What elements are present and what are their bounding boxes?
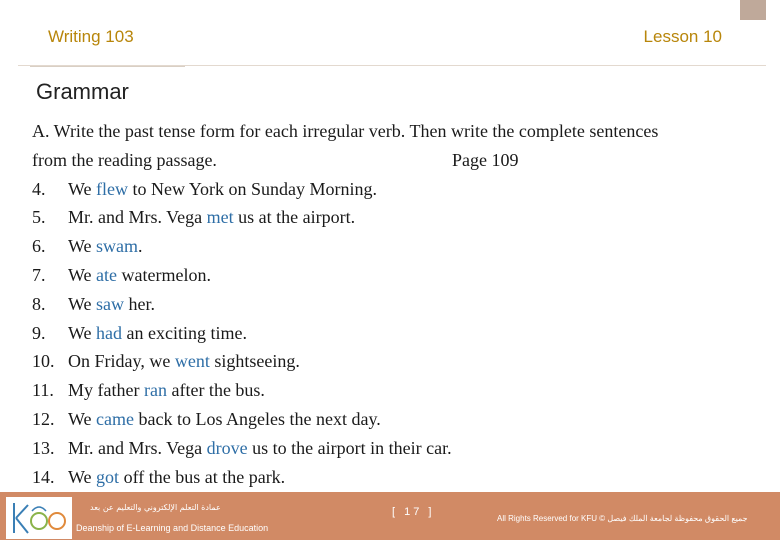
- sentence-before: We: [68, 264, 97, 285]
- sentence-row: [32, 319, 772, 348]
- instruction-text: from the reading passage.: [32, 149, 217, 170]
- copyright-notice: All Rights Reserved for KFU © جميع الحقوق محفوظة لجامعة الملك فيصل: [497, 514, 748, 523]
- exercise-content: [32, 117, 772, 491]
- past-tense-verb: saw: [96, 293, 125, 314]
- sentence-before: We: [68, 322, 97, 343]
- sentence-text: [68, 203, 355, 232]
- past-tense-verb: swam: [96, 236, 139, 257]
- sentence-after: us at the airport.: [233, 207, 356, 228]
- past-tense-verb: flew: [96, 178, 129, 199]
- sentence-text: [68, 347, 300, 376]
- sentence-text: [68, 463, 285, 492]
- sentence-row: [32, 405, 772, 434]
- lesson-title: Lesson 10: [643, 27, 722, 46]
- sentence-row: [32, 434, 772, 463]
- sentence-row: [32, 347, 772, 376]
- past-tense-verb: got: [96, 466, 120, 487]
- page-reference: Page 109: [452, 149, 519, 170]
- sentence-row: [32, 232, 772, 261]
- sentence-row: [32, 376, 772, 405]
- sentence-number: 12.: [32, 408, 55, 429]
- past-tense-verb: went: [174, 351, 210, 372]
- sentence-number: 4.: [32, 178, 46, 199]
- sentence-after: back to Los Angeles the next day.: [134, 408, 381, 429]
- deanship-english: Deanship of E-Learning and Distance Education: [76, 523, 269, 533]
- sentence-number: 8.: [32, 293, 46, 314]
- page-number: [ 17 ]: [392, 506, 435, 518]
- sentence-text: [68, 434, 452, 463]
- sentence-number: 10.: [32, 351, 55, 372]
- sentence-row: [32, 261, 772, 290]
- sentence-text: [68, 175, 377, 204]
- sentence-after: off the bus at the park.: [119, 466, 286, 487]
- kfu-logo: [6, 497, 72, 539]
- past-tense-verb: drove: [206, 437, 248, 458]
- past-tense-verb: came: [96, 408, 135, 429]
- sentence-text: [68, 319, 247, 348]
- sentence-row: [32, 290, 772, 319]
- section-title: Grammar: [36, 79, 129, 104]
- sentence-after: after the bus.: [166, 380, 265, 401]
- sentence-before: Mr. and Mrs. Vega: [68, 437, 207, 458]
- sentence-before: We: [68, 293, 97, 314]
- sentence-text: [68, 376, 265, 405]
- sentence-before: We: [68, 408, 97, 429]
- sentence-after: to New York on Sunday Morning.: [128, 178, 378, 199]
- sentence-text: [68, 405, 381, 434]
- sentence-after: .: [138, 236, 143, 257]
- sentence-row: [32, 203, 772, 232]
- sentence-text: [68, 261, 211, 290]
- sentence-after: an exciting time.: [122, 322, 248, 343]
- sentence-before: Mr. and Mrs. Vega: [68, 207, 207, 228]
- sentence-after: us to the airport in their car.: [247, 437, 452, 458]
- sentence-after: sightseeing.: [209, 351, 300, 372]
- sentence-number: 13.: [32, 437, 55, 458]
- instruction-line-2: [32, 146, 772, 175]
- sentence-number: 9.: [32, 322, 46, 343]
- header-divider: [30, 66, 185, 67]
- course-title: Writing 103: [48, 27, 134, 46]
- past-tense-verb: ran: [143, 380, 167, 401]
- sentence-text: [68, 290, 155, 319]
- sentence-before: We: [68, 466, 97, 487]
- sentence-after: watermelon.: [117, 264, 211, 285]
- sentence-before: We: [68, 236, 97, 257]
- deanship-arabic: عمادة التعلم الإلكتروني والتعليم عن بعد: [90, 503, 221, 512]
- sentence-before: We: [68, 178, 97, 199]
- sentence-number: 11.: [32, 380, 54, 401]
- past-tense-verb: had: [96, 322, 123, 343]
- sentence-after: her.: [124, 293, 156, 314]
- sentence-before: On Friday, we: [68, 351, 175, 372]
- instruction-line-1: A. Write the past tense form for each irregular verb. Then write the complete sentences: [32, 121, 659, 141]
- sentence-row: [32, 175, 772, 204]
- sentence-number: 7.: [32, 264, 46, 285]
- corner-accent: [740, 0, 766, 20]
- sentence-number: 6.: [32, 236, 46, 257]
- sentence-number: 14.: [32, 466, 55, 487]
- sentence-row: [32, 463, 772, 492]
- sentence-number: 5.: [32, 207, 46, 228]
- past-tense-verb: ate: [96, 264, 118, 285]
- past-tense-verb: met: [206, 207, 234, 228]
- sentence-list: [32, 175, 772, 492]
- sentence-text: [68, 232, 143, 261]
- sentence-before: My father: [68, 380, 144, 401]
